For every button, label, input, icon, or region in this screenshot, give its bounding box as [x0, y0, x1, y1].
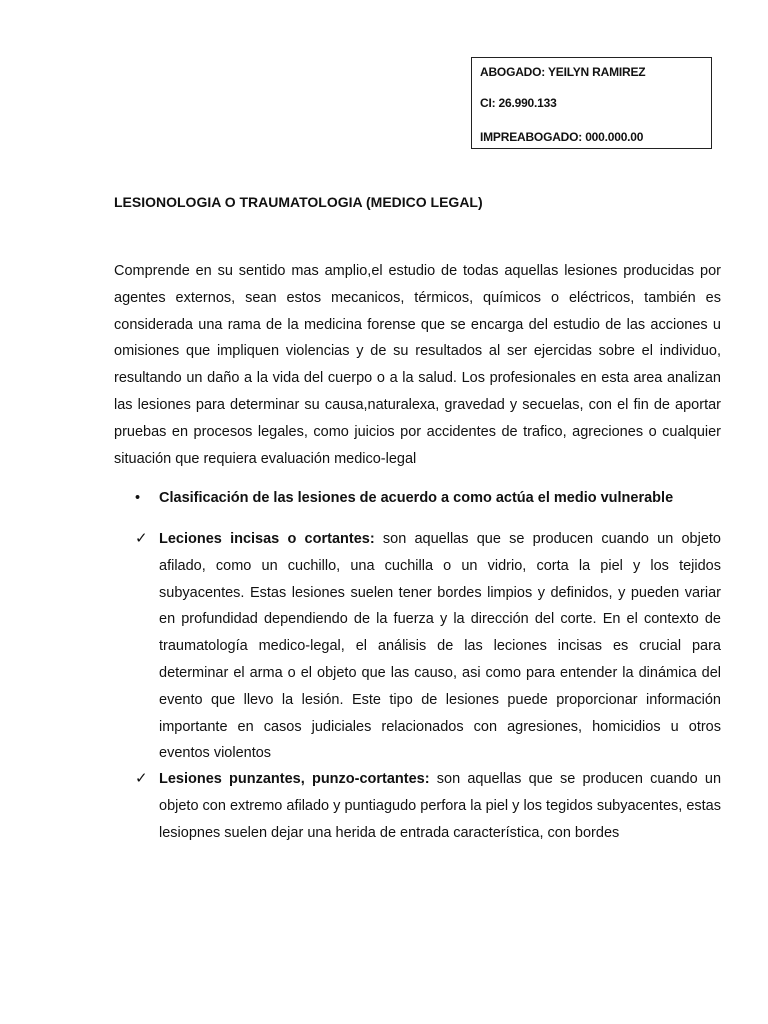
lawyer-info-box [471, 57, 712, 149]
document-title: LESIONOLOGIA O TRAUMATOLOGIA (MEDICO LEGAL) [114, 194, 483, 210]
list-item-text [159, 766, 721, 846]
lawyer-impreabogado: IMPREABOGADO: 000.000.00 [480, 130, 644, 144]
checkmark-icon: ✓ [135, 770, 148, 787]
lawyer-ci: CI: 26.990.133 [480, 96, 557, 110]
item-body: son aquellas que se producen cuando un objeto afilado, como un cuchillo, una cuchilla o un vidrio, corta la piel y los tejidos subyacentes. Estas lesiones suelen tener bordes limpios y definidos, y pueden variar en profundidad dependiendo de la fuerza y la dirección del corte. En el contexto de traumatología medico-legal, el análisis de las leciones incisas es crucial para determinar el arma o el objeto que las causo, asi como para entender la dinámica del evento que llevo la lesión. Este tipo de lesiones puede proporcionar información importante en casos judiciales relacionados con agresiones, homicidios u otros eventos violentos [159, 531, 721, 762]
bullet-icon: • [135, 490, 141, 506]
intro-paragraph: Comprende en su sentido mas amplio,el estudio de todas aquellas lesiones producidas por agentes externos, sean estos mecanicos, térmicos, químicos o eléctricos, también es considerada una rama de la medicina forense que se encarga del estudio de las acciones u omisiones que impliquen violencias y de su resultados al ser ejercidas sobre el individuo, resultando un daño a la vida del cuerpo o a la salud. Los profesionales en esta area analizan las lesiones para determinar su causa,naturalexa, gravedad y secuelas, con el fin de aportar pruebas en procesos legales, como juicios por accidentes de trafico, agreciones o cualquier situación que requiera evaluación medico-legal [114, 263, 721, 467]
classification-heading: Clasificación de las lesiones de acuerdo a como actúa el medio vulnerable [159, 490, 674, 506]
item-heading: Leciones incisas o cortantes: [159, 531, 375, 547]
item-body: son aquellas que se producen cuando un objeto con extremo afilado y puntiagudo perfora la piel y los tegidos subyacentes, estas lesiopnes suelen dejar una herida de entrada característica, con bordes [159, 771, 722, 841]
list-item-text [159, 526, 721, 767]
lawyer-name: ABOGADO: YEILYN RAMIREZ [480, 65, 646, 79]
checkmark-icon: ✓ [135, 530, 148, 547]
item-heading: Lesiones punzantes, punzo-cortantes: [159, 771, 430, 787]
